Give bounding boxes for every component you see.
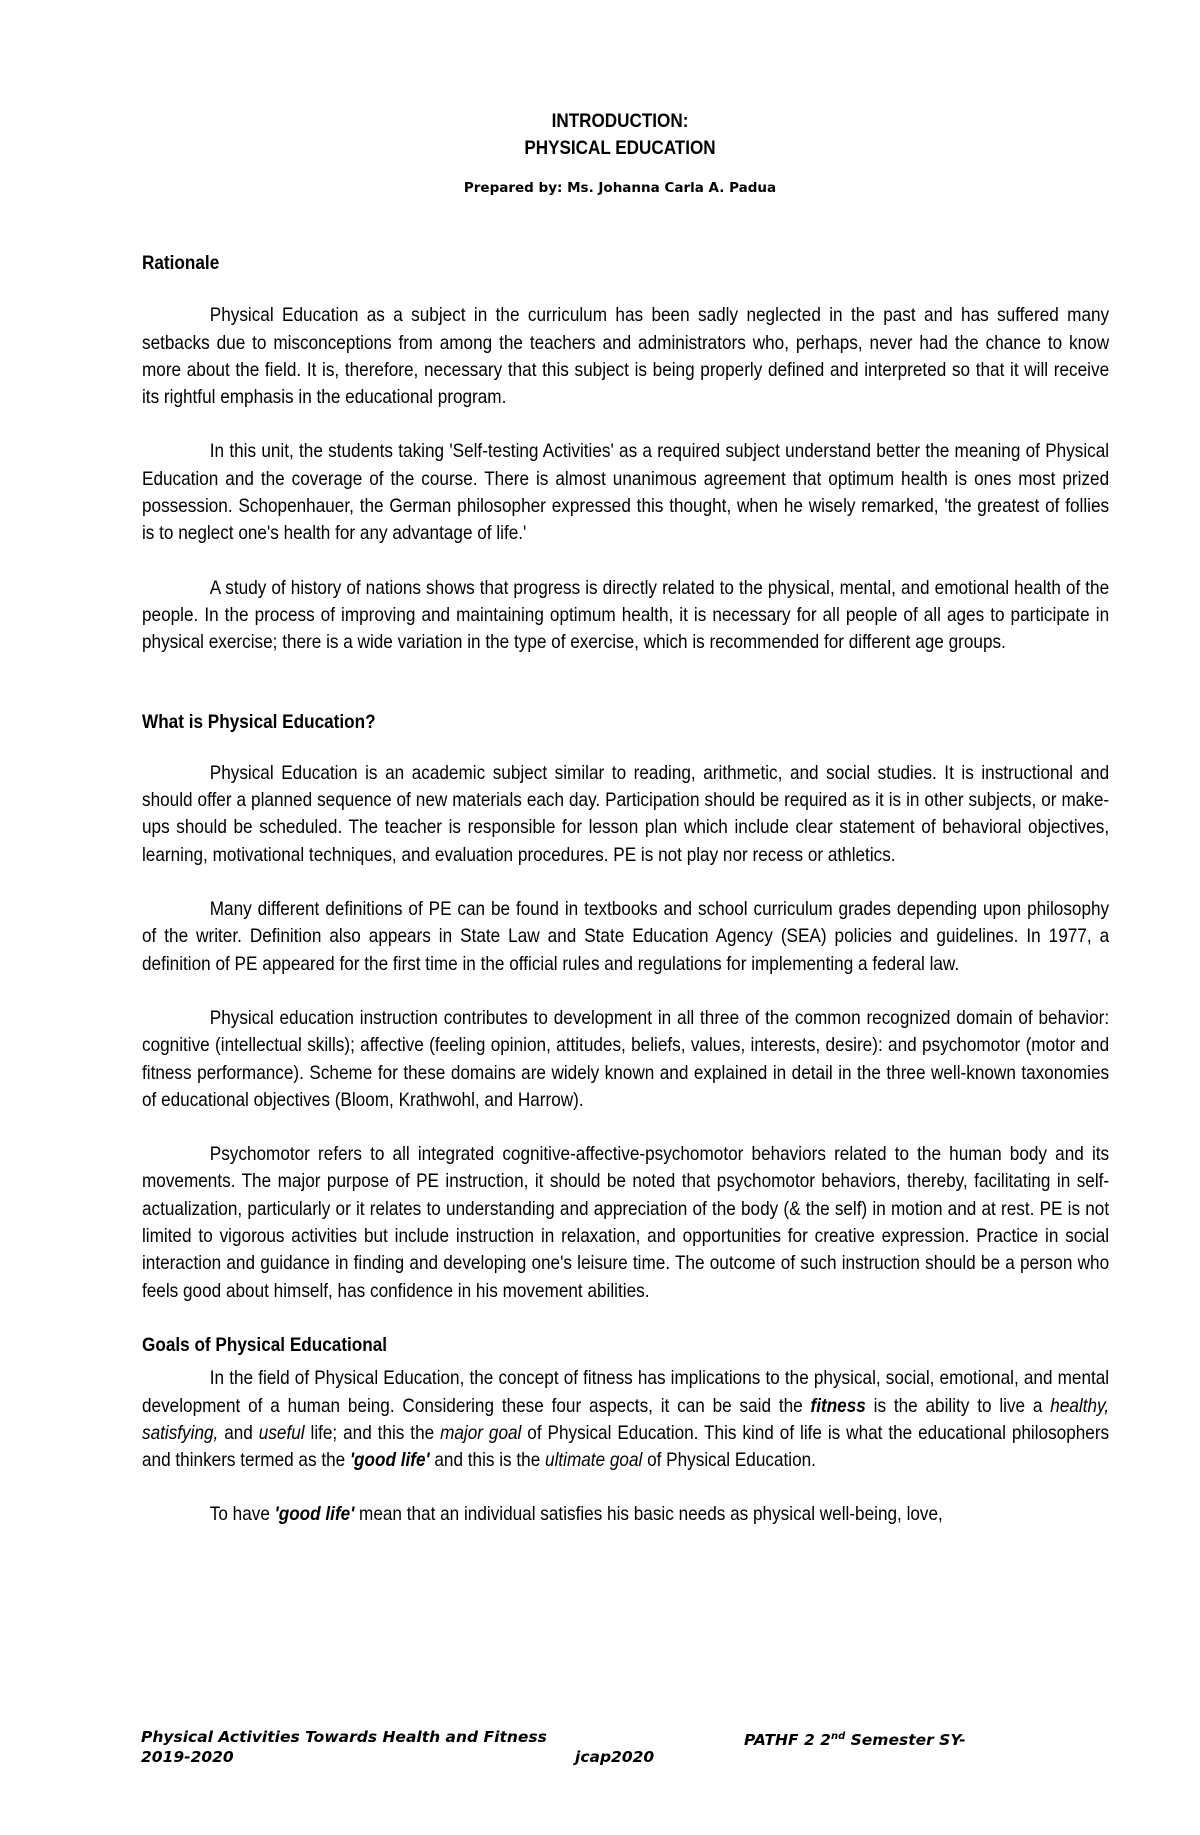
term-healthy-satisfying: healthy, satisfying, [142, 1394, 1110, 1444]
what-is-pe-paragraph-3: Physical education instruction contributes to development in all three of the common recognized domain of behavior: cognitive (intellectual skills); affective (feeling opinion, attitudes, beliefs, values, interests, desire): and psychomotor (motor and fitness performance). Scheme for these domains are widely known and explained in detail in the three well-known taxonomies of educational objectives (Bloom, Krathwohl, and Harrow). [142, 1006, 1110, 1111]
heading-goals: Goals of Physical Educational [142, 1333, 388, 1356]
rationale-paragraph-2: In this unit, the students taking 'Self-testing Activities' as a required subject understand better the meaning of Physical Education and the coverage of the course. There is almost unanimous agreement that optimum health is ones most prized possession. Schopenhauer, the German philosopher expressed this thought, when he wisely remarked, 'the greatest of follies is to neglect one's health for any advantage of life.' [142, 440, 1110, 545]
term-useful: useful [258, 1421, 305, 1444]
what-is-pe-paragraph-1: Physical Education is an academic subject similar to reading, arithmetic, and social studies. It is instructional and should offer a planned sequence of new materials each day. Participation should be required as it is in other subjects, or make-ups should be scheduled. The teacher is responsible for lesson plan which include clear statement of behavioral objectives, learning, motivational techniques, and evaluation procedures. PE is not play nor recess or athletics. [142, 761, 1110, 866]
term-fitness: fitness [810, 1394, 866, 1417]
goals-paragraph-1 [142, 1365, 1109, 1474]
goals-p1-text-2: is the ability to live a [865, 1394, 1051, 1417]
what-is-pe-paragraph-2: Many different definitions of PE can be found in textbooks and school curriculum grades depending upon philosophy of the writer. Definition also appears in State Law and State Education Agency (SEA) policies and guidelines. In 1977, a definition of PE appeared for the first time in the official rules and regulations for implementing a federal law. [142, 898, 1110, 975]
footer-semester-suffix: Semester SY- [845, 1731, 966, 1750]
rationale-paragraph-3: A study of history of nations shows that progress is directly related to the physical, mental, and emotional health of the people. In the process of improving and maintaining optimum health, it is necessary for all people of all ages to participate in physical exercise; there is a wide variation in the type of exercise, which is recommended for different age groups. [142, 576, 1110, 654]
term-good-life: 'good life' [349, 1449, 430, 1472]
goals-p1-text-5: of Physical Education. This kind of life is what the educational philosophers and thinkers termed as the [142, 1421, 1110, 1472]
title-line-2: PHYSICAL EDUCATION [524, 138, 716, 159]
document-title [62, 108, 1178, 162]
footer-school-year: 2019-2020 [141, 1748, 234, 1766]
footer-course-title: Physical Activities Towards Health and Fitness [141, 1728, 547, 1746]
footer-semester [744, 1727, 966, 1750]
term-ultimate-goal: ultimate goal [545, 1449, 643, 1472]
title-line-1: INTRODUCTION: [551, 111, 689, 132]
goals-p1-text-6: and this is the [429, 1449, 546, 1472]
term-major-goal: major goal [440, 1421, 522, 1444]
footer-semester-prefix: PATHF 2 2 [744, 1731, 831, 1750]
what-is-pe-paragraph-4: Psychomotor refers to all integrated cognitive-affective-psychomotor behaviors related to the human body and its movements. The major purpose of PE instruction, it should be noted that psychomotor behaviors, thereby, facilitating in self-actualization, particularly or it relates to understanding and appreciation of the body (& the self) in motion and at rest. PE is not limited to vigorous activities but include instruction in relaxation, and opportunities for creative expression. Practice in social interaction and guidance in finding and developing one's leisure time. The outcome of such instruction should be a person who feels good about himself, has confidence in his movement abilities. [142, 1143, 1110, 1302]
heading-rationale: Rationale [142, 252, 220, 274]
goals-p1-text-4: life; and this the [304, 1421, 441, 1444]
goals-p2-text-2: mean that an individual satisfies his basic needs as physical well-being, love, [354, 1503, 943, 1526]
goals-p1-text-7: of Physical Education. [642, 1449, 816, 1472]
rationale-paragraph-1: Physical Education as a subject in the curriculum has been sadly neglected in the past and has suffered many setbacks due to misconceptions from among the teachers and administrators who, perhaps, never had the chance to know more about the field. It is, therefore, necessary that this subject is being properly defined and interpreted so that it will receive its rightful emphasis in the educational program. [142, 304, 1110, 409]
document-body [142, 250, 1109, 1529]
heading-what-is-pe: What is Physical Education? [142, 710, 376, 733]
footer-semester-sup: nd [830, 1731, 846, 1742]
term-good-life-2: 'good life' [274, 1503, 355, 1526]
prepared-by: Prepared by: Ms. Johanna Carla A. Padua [463, 180, 777, 196]
footer-code: jcap2020 [575, 1748, 655, 1766]
goals-paragraph-2 [142, 1501, 1109, 1528]
goals-p2-text-1: To have [209, 1503, 275, 1526]
goals-p1-text-3: and [218, 1421, 259, 1444]
goals-p1-text-1: In the field of Physical Education, the concept of fitness has implications to the physical, social, emotional, and mental development of a human being. Considering these four aspects, it can be said the [142, 1367, 1110, 1417]
